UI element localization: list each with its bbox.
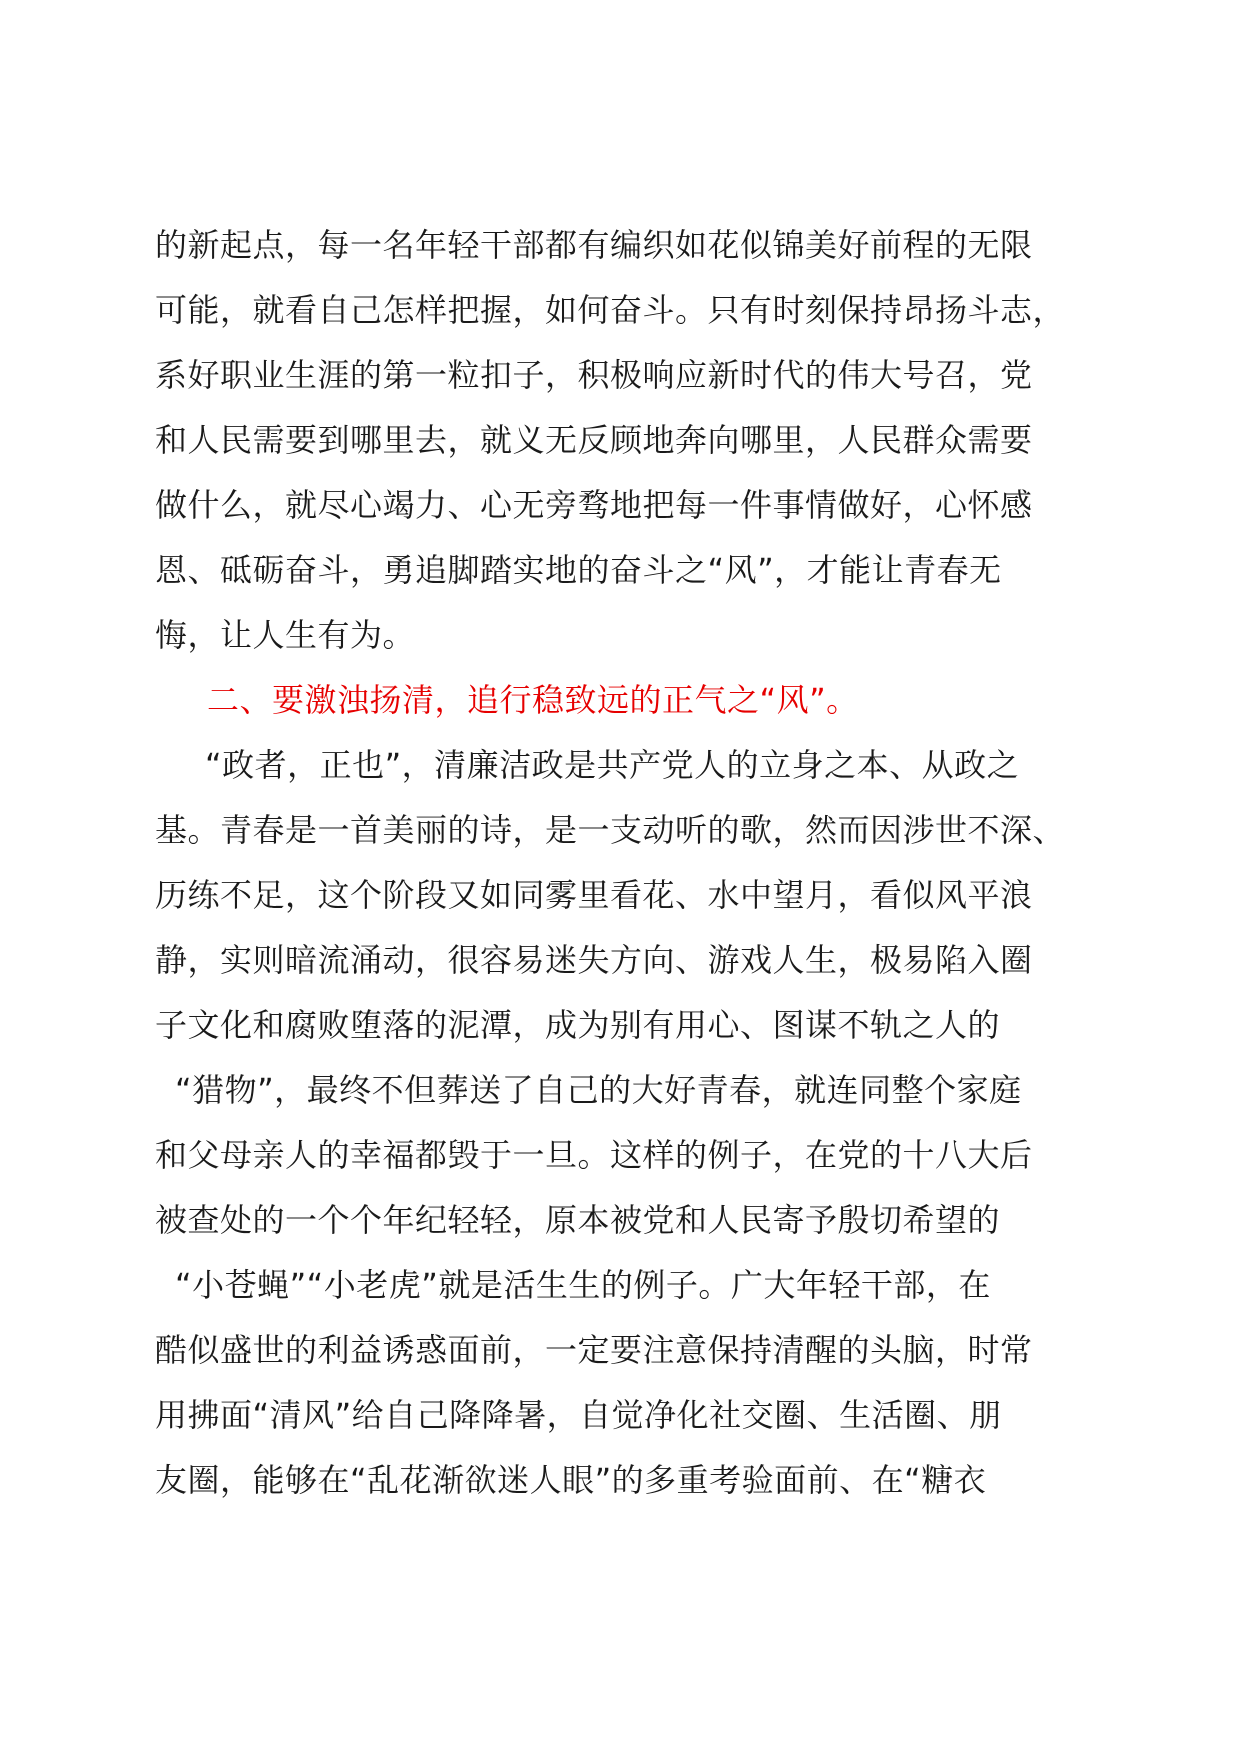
paragraph-line: 的新起点，每一名年轻干部都有编织如花似锦美好前程的无限 [155, 226, 1033, 264]
paragraph-line: “小苍蝇”“小老虎”就是活生生的例子。广大年轻干部，在 [175, 1266, 991, 1304]
section-heading: 二、要激浊扬清，追行稳致远的正气之“风”。 [207, 681, 859, 719]
paragraph-line: 友圈，能够在“乱花渐欲迷人眼”的多重考验面前、在“糖衣 [155, 1461, 987, 1499]
paragraph-line: 悔，让人生有为。 [155, 616, 416, 654]
paragraph-line: 恩、砥砺奋斗，勇追脚踏实地的奋斗之“风”，才能让青春无 [155, 551, 1002, 589]
paragraph-line: 和父母亲人的幸福都毁于一旦。这样的例子，在党的十八大后 [155, 1136, 1033, 1174]
paragraph-line: 做什么，就尽心竭力、心无旁骛地把每一件事情做好，心怀感 [155, 486, 1033, 524]
paragraph-line: 和人民需要到哪里去，就义无反顾地奔向哪里，人民群众需要 [155, 421, 1033, 459]
paragraph-line: “政者，正也”，清廉洁政是共产党人的立身之本、从政之 [205, 746, 1020, 784]
paragraph-line: 静，实则暗流涌动，很容易迷失方向、游戏人生，极易陷入圈 [155, 941, 1033, 979]
paragraph-line: “猎物”，最终不但葬送了自己的大好青春，就连同整个家庭 [175, 1071, 1022, 1109]
paragraph-line: 系好职业生涯的第一粒扣子，积极响应新时代的伟大号召，党 [155, 356, 1033, 394]
paragraph-line: 被查处的一个个年纪轻轻，原本被党和人民寄予殷切希望的 [155, 1201, 1001, 1239]
paragraph-line: 酷似盛世的利益诱惑面前，一定要注意保持清醒的头脑，时常 [155, 1331, 1033, 1369]
paragraph-line: 历练不足，这个阶段又如同雾里看花、水中望月，看似风平浪 [155, 876, 1033, 914]
paragraph-line: 可能，就看自己怎样把握，如何奋斗。只有时刻保持昂扬斗志， [155, 291, 1066, 329]
paragraph-line: 用拂面“清风”给自己降降暑，自觉净化社交圈、生活圈、朋 [155, 1396, 1002, 1434]
paragraph-line: 基。青春是一首美丽的诗，是一支动听的歌，然而因涉世不深、 [155, 811, 1066, 849]
paragraph-line: 子文化和腐败堕落的泥潭，成为别有用心、图谋不轨之人的 [155, 1006, 1001, 1044]
